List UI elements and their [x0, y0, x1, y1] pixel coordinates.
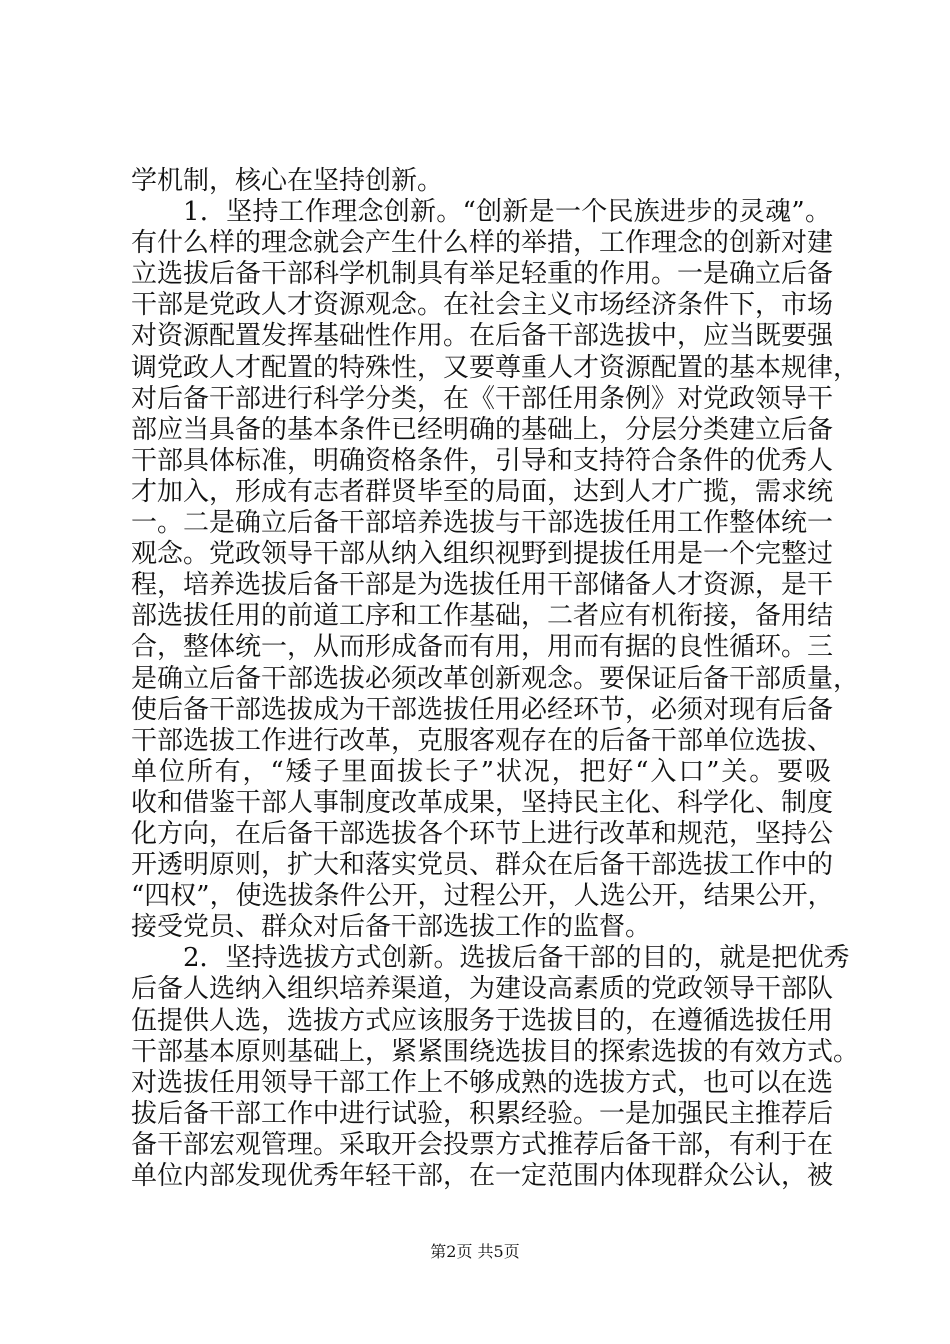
text-line: 伍提供人选，选拔方式应该服务于选拔目的，在遵循选拔任用 — [131, 1005, 834, 1036]
page-number-footer: 第2页 共5页 — [430, 1242, 520, 1261]
text-line: 干部基本原则基础上，紧紧围绕选拔目的探索选拔的有效方式。 — [131, 1036, 860, 1067]
text-line: 1．坚持工作理念创新。“创新是一个民族进步的灵魂”。 — [183, 197, 831, 228]
document-body — [131, 166, 860, 1192]
text-line: 有什么样的理念就会产生什么样的举措，工作理念的创新对建 — [131, 228, 834, 259]
text-line: 单位内部发现优秀年轻干部，在一定范围内体现群众公认，被 — [131, 1161, 834, 1191]
text-line: 合，整体统一，从而形成备而有用，用而有据的良性循环。三 — [131, 632, 834, 663]
text-line: 接受党员、群众对后备干部选拔工作的监督。 — [131, 912, 652, 943]
text-line: 对后备干部进行科学分类，在《干部任用条例》对党政领导干 — [131, 383, 834, 414]
text-line: 收和借鉴干部人事制度改革成果，坚持民主化、科学化、制度 — [131, 787, 834, 818]
text-line: 化方向，在后备干部选拔各个环节上进行改革和规范，坚持公 — [131, 818, 834, 849]
text-line: 拔后备干部工作中进行试验，积累经验。一是加强民主推荐后 — [131, 1098, 834, 1129]
text-line: 调党政人才配置的特殊性，又要尊重人才资源配置的基本规律， — [131, 352, 860, 383]
text-line: 是确立后备干部选拔必须改革创新观念。要保证后备干部质量， — [131, 663, 860, 694]
text-line: 对资源配置发挥基础性作用。在后备干部选拔中，应当既要强 — [131, 321, 834, 352]
text-line: 单位所有，“矮子里面拔长子”状况，把好“入口”关。要吸 — [131, 756, 831, 787]
text-line: 使后备干部选拔成为干部选拔任用必经环节，必须对现有后备 — [131, 694, 834, 725]
text-line: 后备人选纳入组织培养渠道，为建设高素质的党政领导干部队 — [131, 974, 834, 1005]
text-line: 学机制，核心在坚持创新。 — [131, 166, 444, 196]
text-line: 2．坚持选拔方式创新。选拔后备干部的目的，就是把优秀 — [183, 943, 850, 974]
text-line: 备干部宏观管理。采取开会投票方式推荐后备干部，有利于在 — [131, 1129, 834, 1160]
text-line: 干部是党政人才资源观念。在社会主义市场经济条件下，市场 — [131, 290, 834, 321]
text-line: 观念。党政领导干部从纳入组织视野到提拔任用是一个完整过 — [131, 539, 834, 570]
text-line: 才加入，形成有志者群贤毕至的局面，达到人才广揽，需求统 — [131, 476, 834, 507]
text-line: 一。二是确立后备干部培养选拔与干部选拔任用工作整体统一 — [131, 508, 834, 539]
text-line: 部选拔任用的前道工序和工作基础，二者应有机衔接，备用结 — [131, 601, 834, 632]
text-line: “四权”，使选拔条件公开，过程公开，人选公开，结果公开， — [131, 881, 834, 912]
text-line: 开透明原则，扩大和落实党员、群众在后备干部选拔工作中的 — [131, 850, 834, 881]
text-line: 干部选拔工作进行改革，克服客观存在的后备干部单位选拔、 — [131, 725, 834, 756]
text-line: 立选拔后备干部科学机制具有举足轻重的作用。一是确立后备 — [131, 259, 834, 290]
text-line: 对选拔任用领导干部工作上不够成熟的选拔方式，也可以在选 — [131, 1067, 834, 1098]
text-line: 部应当具备的基本条件已经明确的基础上，分层分类建立后备 — [131, 414, 834, 445]
text-line: 干部具体标准，明确资格条件，引导和支持符合条件的优秀人 — [131, 445, 834, 476]
text-line: 程，培养选拔后备干部是为选拔任用干部储备人才资源，是干 — [131, 570, 834, 601]
